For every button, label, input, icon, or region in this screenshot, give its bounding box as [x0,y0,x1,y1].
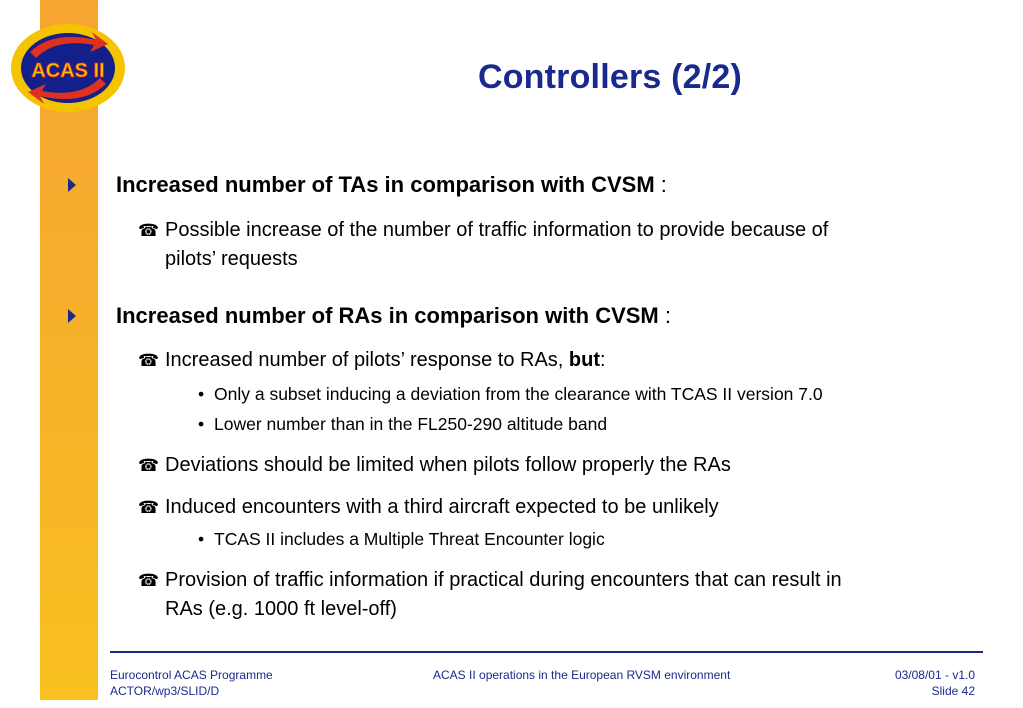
footer-slide-number: Slide 42 [931,684,975,698]
footer-right [833,667,975,699]
phone-bullet-icon: ☎ [138,498,160,518]
sub-item-suffix: : [600,349,606,371]
sub-item-traffic-info [138,216,968,274]
sub-item-text: Increased number of pilots’ response to RAs, [165,349,569,371]
acas-logo-icon [8,22,128,114]
phone-bullet-icon: ☎ [138,456,160,476]
heading-colon: : [658,303,671,328]
triangle-bullet-icon [68,178,76,192]
heading-ras: Increased number of RAs in comparison with CVSM [116,303,659,328]
sub-item-pilots-response [138,346,968,375]
phone-bullet-icon: ☎ [138,571,160,591]
sub-item-text-line2: pilots’ requests [165,248,298,270]
sub-item-text-line1: Possible increase of the number of traffic information to provide because of [165,219,829,241]
triangle-bullet-icon [68,309,76,323]
bullet-dot-icon: • [198,384,205,404]
sub-item-deviations [138,451,968,480]
subsub-item-text: Only a subset inducing a deviation from the clearance with TCAS II version 7.0 [214,384,823,404]
phone-bullet-icon: ☎ [138,221,160,241]
svg-text:ACAS II: ACAS II [31,60,105,82]
heading-tas: Increased number of TAs in comparison with CVSM [116,172,655,197]
sub-item-text-line2: RAs (e.g. 1000 ft level-off) [165,598,397,620]
sub-item-text: Deviations should be limited when pilots follow properly the RAs [165,454,731,476]
footer-divider [110,651,983,653]
sub-item-text-line1: Provision of traffic information if practical during encounters that can result in [165,569,842,591]
subsub-item-text: Lower number than in the FL250-290 altitude band [214,414,608,434]
sub-item-bold: but [568,349,600,371]
sub-item-provision [138,566,968,624]
subsub-item-text: TCAS II includes a Multiple Threat Encounter logic [214,529,605,549]
footer-date-version: 03/08/01 - v1.0 [894,668,975,682]
bullet-dot-icon: • [198,414,205,434]
footer-document-id: ACTOR/wp3/SLID/D [110,684,220,698]
sub-item-text: Induced encounters with a third aircraft expected to be unlikely [165,496,719,518]
bullet-dot-icon: • [198,529,205,549]
sub-item-induced-encounters [138,493,968,522]
footer-center: ACAS II operations in the European RVSM environment [433,668,731,682]
phone-bullet-icon: ☎ [138,351,160,371]
heading-colon: : [654,172,667,197]
footer-programme: Eurocontrol ACAS Programme [110,668,273,682]
footer-left [110,667,273,699]
slide-title: Controllers (2/2) [477,58,743,96]
